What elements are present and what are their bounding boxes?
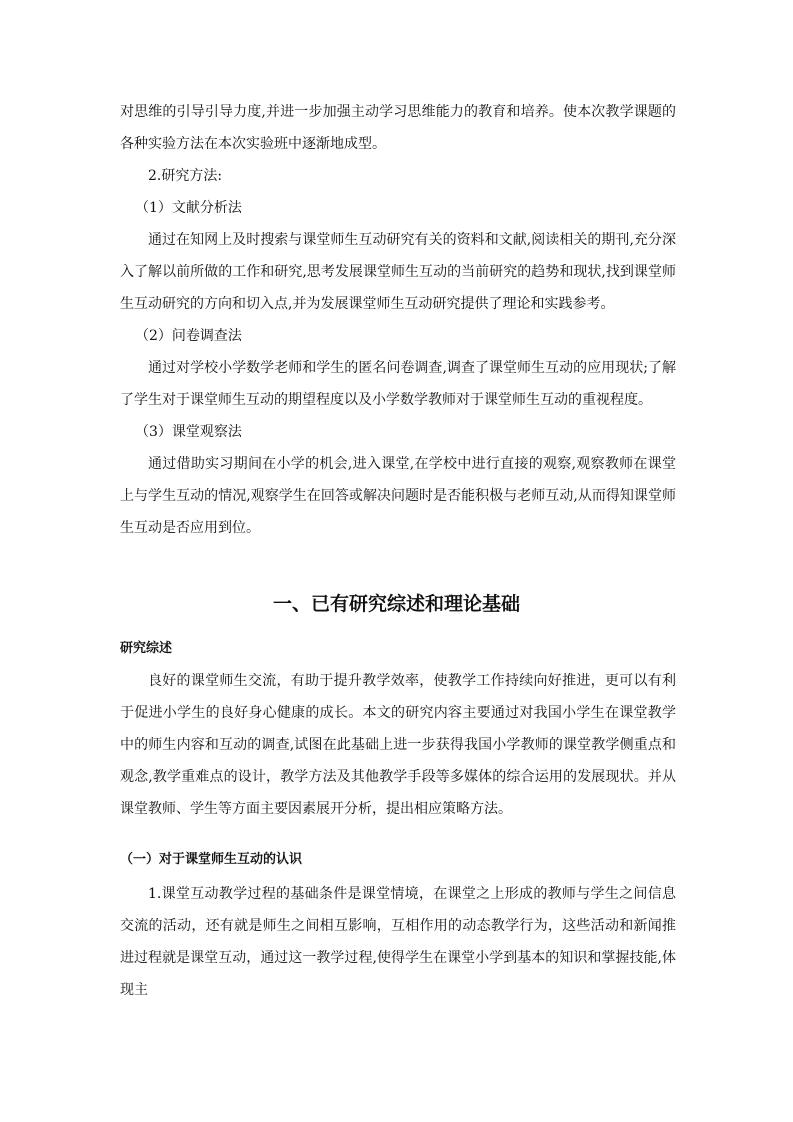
method-3-title: （3）课堂观察法 xyxy=(135,424,242,440)
chapter-title: 一、已有研究综述和理论基础 xyxy=(272,593,520,615)
paragraph-intro: 对思维的引导引导力度,并进一步加强主动学习思维能力的教育和培养。使本次教学课题的各种实验方法在本次实验班中逐渐地成型。 xyxy=(120,104,676,152)
method-1-title: （1）文献分析法 xyxy=(135,200,242,216)
method-2-text: 通过对学校小学数学老师和学生的匿名问卷调查,调查了课堂师生互动的应用现状;了解了学生对于课堂师生互动的期望程度以及小学数学教师对于课堂师生互动的重视程度。 xyxy=(120,360,676,408)
method-2-title: （2）问卷调查法 xyxy=(135,328,242,344)
section-1-title: （一）对于课堂师生互动的认识 xyxy=(120,852,303,867)
section-1-text: 1.课堂互动教学过程的基础条件是课堂情境，在课堂之上形成的教师与学生之间信息交流的活动，还有就是师生之间相互影响，互相作用的动态教学行为，这些活动和新闻推进过程就是课堂互动，通过这一教学过程,使得学生在课堂小学到基本的知识和掌握技能,体现主 xyxy=(120,886,676,998)
method-3-text: 通过借助实习期间在小学的机会,进入课堂,在学校中进行直接的观察,观察教师在课堂上与学生互动的情况,观察学生在回答或解决问题时是否能积极与老师互动,从而得知课堂师生互动是否应用到位。 xyxy=(120,456,676,536)
review-text: 良好的课堂师生交流，有助于提升教学效率，使教学工作持续向好推进，更可以有利于促进小学生的良好身心健康的成长。本文的研究内容主要通过对我国小学生在课堂教学中的师生内容和互动的调查,试图在此基础上进一步获得我国小学教师的课堂教学侧重点和观念,教学重难点的设计，教学方法及其他教学手段等多媒体的综合运用的发展现状。并从课堂教师、学生等方面主要因素展开分析，提出相应策略方法。 xyxy=(120,673,676,817)
review-title: 研究综述 xyxy=(120,641,173,656)
method-heading: 2.研究方法: xyxy=(148,168,223,184)
method-1-text: 通过在知网上及时搜索与课堂师生互动研究有关的资料和文献,阅读相关的期刊,充分深入了解以前所做的工作和研究,思考发展课堂师生互动的当前研究的趋势和现状,找到课堂师生互动研究的方向和切入点,并为发展课堂师生互动研究提供了理论和实践参考。 xyxy=(120,232,676,312)
